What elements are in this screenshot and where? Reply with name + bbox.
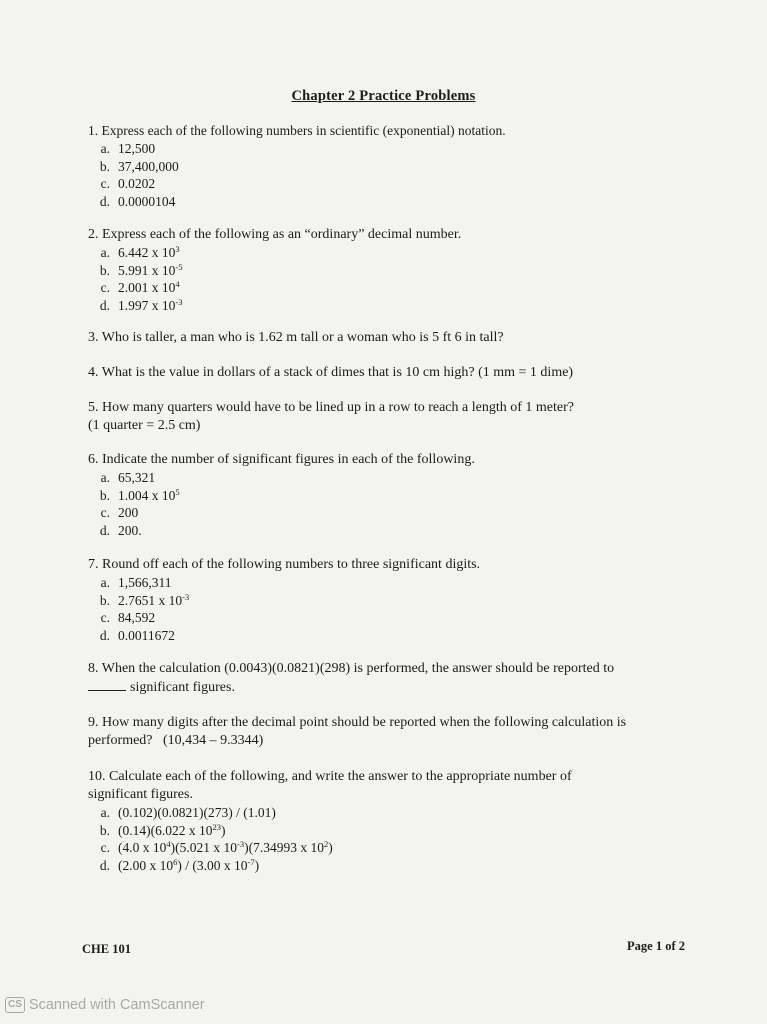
question-2-text: 2. Express each of the following as an “ordinary” decimal number. [88,227,462,242]
page-title: Chapter 2 Practice Problems [291,88,476,104]
list-item: a. 6.442 x $10^3$ [100,244,180,260]
question-5-text: 5. How many quarters would have to be lined up in a row to reach a length of 1 meter? [88,400,574,415]
list-item: b. 1.004 x $10^5$ [99,486,180,503]
camscanner-logo-icon: CS [5,997,25,1013]
question-10-text: 10. Calculate each of the following, and write the answer to the appropriate number of [88,769,572,784]
question-10 [88,768,678,874]
question-1 [88,122,678,210]
footer-page-number: Page 1 of 2 [627,939,685,953]
question-3-text: 3. Who is taller, a man who is 1.62 m tall or a woman who is 5 ft 6 in tall? [88,330,504,345]
list-item: a. 65,321 [100,470,156,485]
watermark-text: Scanned with CamScanner [28,997,205,1013]
list-item: b. 5.991 x $10^{-5}$ [99,261,183,278]
list-item: d. 0.0011672 [99,627,175,643]
footer-course: CHE 101 [82,942,131,956]
question-10-line2: significant figures. [88,787,193,802]
list-item: b. (0.14)(6.022 x $10^{23}$) [99,821,226,838]
question-9-line2: performed? (10,434 – 9.3344) [88,733,264,748]
question-7-text: 7. Round off each of the following numbers to three significant digits. [88,557,481,572]
question-9-text: 9. How many digits after the decimal point should be reported when the following calculation is [88,715,627,730]
question-10-options [88,804,678,874]
answer-blank [88,678,126,691]
question-1-text: 1. Express each of the following numbers in scientific (exponential) notation. [88,123,506,138]
list-item: a. 12,500 [100,141,156,156]
question-1-options [88,140,678,210]
list-item: c. 200 [100,505,139,520]
question-5 [88,399,678,435]
camscanner-watermark [5,997,205,1013]
list-item: c. (4.0 x $10^4)(5.021$ x $10^{-3})(7.34993$ x $10^2$) [100,839,333,855]
list-item: d. 0.0000104 [99,193,176,209]
question-6 [88,451,678,539]
list-item: d. 200. [99,522,142,538]
question-8-text: 8. When the calculation (0.0043)(0.0821)(298) is performed, the answer should be reported to [88,661,615,676]
list-item: d. (2.00 x $10^6) / (3.00$ x $10^{-7}$) [99,856,260,873]
question-7 [88,556,678,644]
list-item: c. 2.001 x $10^4$ [100,279,180,295]
list-item: d. 1.997 x $10^{-3}$ [99,296,183,313]
question-5-note: (1 quarter = 2.5 cm) [88,418,201,433]
question-6-options [88,469,678,539]
question-8 [88,660,678,697]
list-item: c. 84,592 [100,610,156,625]
question-4 [88,364,678,382]
list-item: a. (0.102)(0.0821)(273) / (1.01) [100,805,276,820]
list-item: a. 1,566,311 [100,575,172,590]
question-4-text: 4. What is the value in dollars of a stack of dimes that is 10 cm high? (1 mm = 1 dime) [88,365,574,380]
question-2-options [88,244,678,314]
question-3 [88,329,678,347]
question-8-line2: significant figures. [88,678,678,697]
question-6-text: 6. Indicate the number of significant figures in each of the following. [88,452,475,467]
list-item: b. 2.7651 x $10^{-3}$ [99,591,190,608]
question-9 [88,714,678,750]
list-item: b. 37,400,000 [99,158,179,174]
list-item: c. 0.0202 [100,176,156,191]
question-7-options [88,574,678,644]
question-2 [88,226,678,314]
